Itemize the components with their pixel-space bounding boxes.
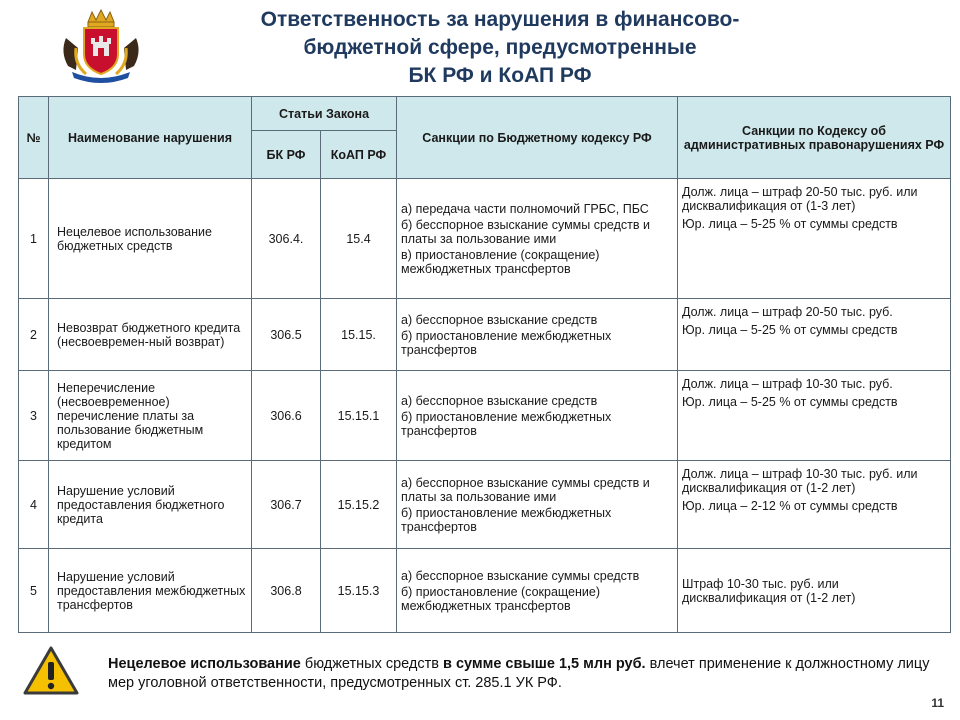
header-sanctions-koap: Санкции по Кодексу об административных правонарушениях РФ [678, 97, 951, 179]
table-row [19, 461, 951, 549]
table-row [19, 371, 951, 461]
warning-icon [22, 645, 80, 697]
sanction-item: Юр. лица – 5-25 % от суммы средств [682, 395, 898, 409]
row-koap-article: 15.15. [321, 299, 397, 371]
row-sanctions-bk [397, 371, 678, 461]
row-num: 2 [19, 299, 49, 371]
sanction-item: б) бесспорное взыскание суммы средств и платы за пользование ими [401, 217, 650, 246]
footer-text-1: бюджетных средств [300, 656, 443, 672]
row-sanctions-bk [397, 299, 678, 371]
sanction-item: Юр. лица – 5-25 % от суммы средств [682, 323, 898, 337]
sanction-item: Юр. лица – 5-25 % от суммы средств [682, 217, 898, 231]
sanction-item: а) бесспорное взыскание суммы средств и платы за пользование ими [401, 475, 650, 504]
header-koap: КоАП РФ [321, 131, 397, 179]
sanction-item: а) бесспорное взыскание средств [401, 393, 598, 408]
sanction-item: в) приостановление (сокращение) межбюджетных трансфертов [401, 247, 600, 276]
row-koap-article: 15.15.2 [321, 461, 397, 549]
sanction-item: а) передача части полномочий ГРБС, ПБС [401, 201, 649, 216]
header-articles: Статьи Закона [252, 97, 397, 131]
sanction-item: Долж. лица – штраф 10-30 тыс. руб. [682, 377, 893, 391]
row-sanctions-koap [678, 371, 951, 461]
sanction-item: б) приостановление межбюджетных трансфертов [401, 409, 612, 438]
row-koap-article: 15.4 [321, 179, 397, 299]
title-line-2: бюджетной сфере, предусмотренные [303, 36, 697, 59]
footer-note [108, 655, 948, 693]
row-name: Невозврат бюджетного кредита (несвоевремен-ный возврат) [49, 299, 252, 371]
row-name: Нецелевое использование бюджетных средств [49, 179, 252, 299]
row-bk-article: 306.8 [252, 549, 321, 633]
row-name: Неперечисление (несвоевременное) перечисление платы за пользование бюджетным кредитом [49, 371, 252, 461]
row-num: 3 [19, 371, 49, 461]
sanction-item: Долж. лица – штраф 10-30 тыс. руб. или дисквалификация от (1-2 лет) [682, 467, 918, 495]
title-line-1: Ответственность за нарушения в финансово- [260, 8, 740, 31]
sanction-item: Долж. лица – штраф 20-50 тыс. руб. или дисквалификация от (1-3 лет) [682, 185, 918, 213]
row-name: Нарушение условий предоставления бюджетного кредита [49, 461, 252, 549]
row-bk-article: 306.7 [252, 461, 321, 549]
sanction-item: б) приостановление (сокращение) межбюджетных трансфертов [401, 584, 600, 613]
row-num: 5 [19, 549, 49, 633]
header-num: № [19, 97, 49, 179]
page-number: 11 [931, 696, 944, 710]
row-sanctions-koap [678, 549, 951, 633]
footer-bold-2: в сумме свыше 1,5 млн руб. [443, 656, 646, 672]
table-row [19, 549, 951, 633]
coat-of-arms-icon [58, 8, 144, 84]
row-bk-article: 306.6 [252, 371, 321, 461]
row-koap-article: 15.15.1 [321, 371, 397, 461]
sanction-item: Юр. лица – 2-12 % от суммы средств [682, 499, 898, 513]
row-sanctions-bk [397, 461, 678, 549]
header-name: Наименование нарушения [49, 97, 252, 179]
header-bk: БК РФ [252, 131, 321, 179]
row-sanctions-bk [397, 549, 678, 633]
violations-table [18, 96, 951, 633]
page-title [200, 6, 800, 90]
table-row [19, 179, 951, 299]
table-row [19, 299, 951, 371]
sanction-item: б) приостановление межбюджетных трансфертов [401, 328, 612, 357]
row-sanctions-koap [678, 461, 951, 549]
row-bk-article: 306.4. [252, 179, 321, 299]
row-koap-article: 15.15.3 [321, 549, 397, 633]
footer-bold-1: Нецелевое использование [108, 656, 301, 672]
row-bk-article: 306.5 [252, 299, 321, 371]
sanction-item: Штраф 10-30 тыс. руб. или дисквалификация от (1-2 лет) [682, 576, 856, 605]
row-sanctions-koap [678, 299, 951, 371]
sanction-item: а) бесспорное взыскание суммы средств [401, 568, 640, 583]
row-sanctions-koap [678, 179, 951, 299]
sanction-item: б) приостановление межбюджетных трансфертов [401, 505, 612, 534]
sanction-item: а) бесспорное взыскание средств [401, 312, 598, 327]
row-num: 1 [19, 179, 49, 299]
row-num: 4 [19, 461, 49, 549]
row-name: Нарушение условий предоставления межбюджетных трансфертов [49, 549, 252, 633]
header-sanctions-bk: Санкции по Бюджетному кодексу РФ [397, 97, 678, 179]
footer-text-2: влечет применение к должностному лицу мер уголовной ответственности, предусмотренных ст. 285.1 УК РФ. [108, 656, 930, 691]
sanction-item: Долж. лица – штраф 20-50 тыс. руб. [682, 305, 893, 319]
title-line-3: БК РФ и КоАП РФ [408, 64, 592, 87]
row-sanctions-bk [397, 179, 678, 299]
